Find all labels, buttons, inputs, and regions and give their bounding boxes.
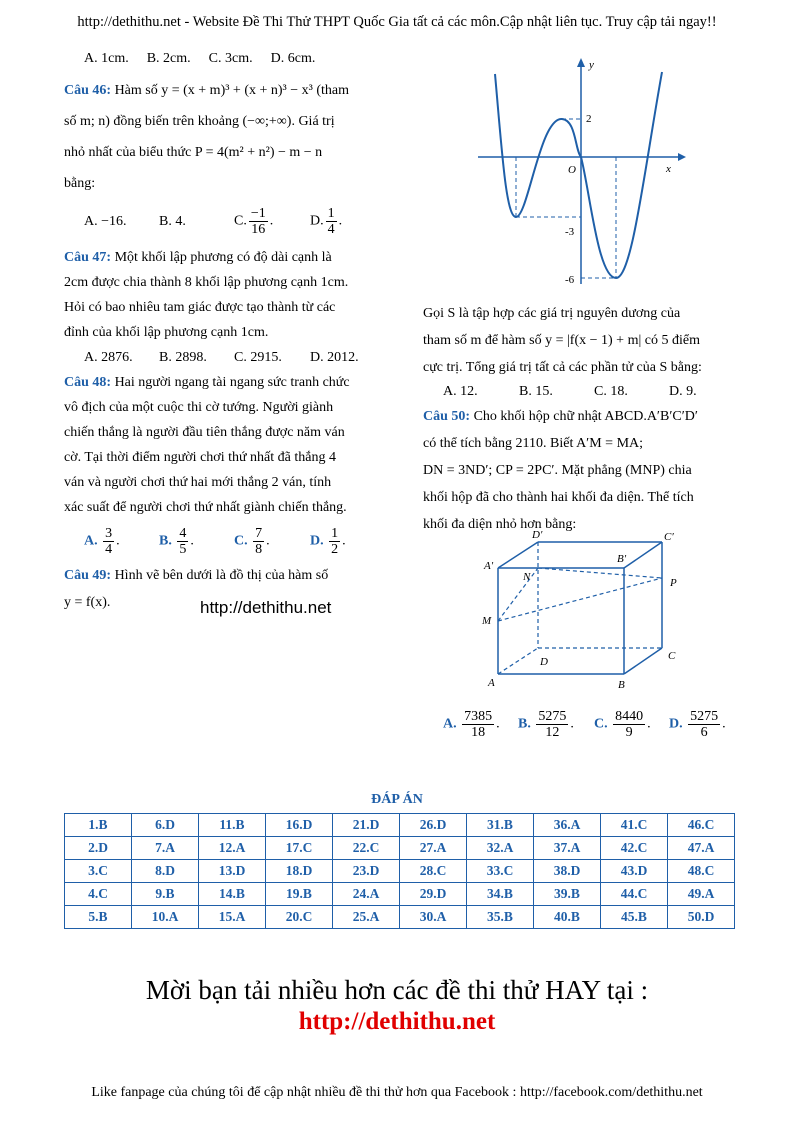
cuboid-figure (478, 528, 698, 698)
q50-options (443, 704, 726, 744)
answer-cell: 22.C (333, 837, 400, 860)
answer-cell: 14.B (199, 883, 266, 906)
q48-option-d[interactable]: D. $\frac{1}{2}$ . (310, 525, 346, 557)
middle-url[interactable]: http://dethithu.net (200, 598, 332, 617)
question-48 (64, 370, 389, 520)
answer-cell: 50.D (668, 906, 735, 929)
answer-cell: 28.C (400, 860, 467, 883)
q50-line: DN = 3ND′; CP = 2PC′. Mặt phẳng (MNP) chia (423, 463, 692, 478)
answer-cell: 43.D (601, 860, 668, 883)
q49-option-b[interactable]: B. 15. (519, 384, 553, 399)
answer-cell: 38.D (534, 860, 601, 883)
denominator: 4 (327, 221, 335, 237)
option-label: B. (159, 533, 172, 549)
answer-cell: 48.C (668, 860, 735, 883)
answer-cell: 15.A (199, 906, 266, 929)
y-axis-arrow (577, 58, 585, 67)
answer-cell: 3.C (65, 860, 132, 883)
answer-cell: 16.D (266, 814, 333, 837)
tick-label: 2 (586, 113, 592, 125)
q50-line: có thể tích bằng 2110. Biết A′M = MA; (423, 436, 644, 451)
vertex-label: A (488, 677, 495, 689)
q49-line: cực trị. Tổng giá trị tất cả các phần tử của S bằng: (423, 360, 702, 375)
fraction (536, 709, 568, 740)
answer-cell: 35.B (467, 906, 534, 929)
q46-option-b[interactable]: B. 4. (159, 213, 186, 229)
answer-cell: 30.A (400, 906, 467, 929)
q47-line: Một khối lập phương có độ dài cạnh là (114, 250, 332, 265)
numerator: 5275 (690, 708, 719, 724)
q46-line4: bằng: (64, 176, 96, 191)
q46-option-a[interactable]: A. −16. (84, 213, 127, 229)
q45-options (64, 46, 389, 71)
page-header: http://dethithu.net - Website Đề Thi Thử THPT Quốc Gia tất cả các môn.Cập nhật liên tục. Truy cập tải ngay!! (77, 14, 717, 30)
numerator: 1 (331, 525, 339, 541)
q50-line: khối đa diện nhỏ hơn bằng: (423, 517, 577, 532)
option-label: D. (310, 533, 324, 549)
fraction (688, 709, 720, 740)
answer-cell: 27.A (400, 837, 467, 860)
q46-title: Câu 46: (64, 83, 112, 98)
q48-line: vô địch của một cuộc thi cờ tướng. Người giành (64, 400, 334, 415)
right-column (423, 300, 748, 538)
q47-title: Câu 47: (64, 250, 112, 265)
fraction (177, 526, 188, 557)
q50-option-a[interactable]: A. $\frac{7385}{18}$ . (443, 708, 500, 740)
numerator: 7385 (464, 708, 493, 724)
q50-title: Câu 50: (423, 409, 471, 424)
curve (495, 72, 662, 278)
numerator: 3 (105, 525, 113, 541)
q47-line: đỉnh của khối lập phương cạnh 1cm. (64, 325, 269, 340)
answer-table (64, 813, 735, 929)
q48-line: chiến thắng là người đầu tiên thắng được năm ván (64, 425, 345, 440)
q46-option-c[interactable]: C. $\frac{-1}{16}$ . (234, 205, 274, 237)
q45-option-d[interactable]: D. 6cm. (270, 51, 316, 66)
q48-line: Hai người ngang tài ngang sức tranh chức (114, 375, 350, 390)
vertex-label: B (618, 679, 625, 691)
answer-row (65, 837, 735, 860)
q49-options (423, 381, 748, 403)
denominator: 4 (105, 541, 113, 557)
hidden-edge (498, 648, 538, 674)
fraction (462, 709, 494, 740)
q47-option-a[interactable]: A. 2876. (84, 350, 133, 365)
q47-line: Hỏi có bao nhiêu tam giác được tạo thành từ các (64, 300, 336, 315)
answer-cell: 4.C (65, 883, 132, 906)
denominator: 2 (331, 541, 339, 557)
q49-line1: Hình vẽ bên dưới là đồ thị của hàm số (114, 568, 329, 583)
answer-cell: 45.B (601, 906, 668, 929)
option-label: A. (443, 716, 457, 732)
q48-option-c[interactable]: C. $\frac{7}{8}$ . (234, 525, 270, 557)
answer-row (65, 860, 735, 883)
q49-title: Câu 49: (64, 568, 112, 583)
numerator: 1 (327, 205, 335, 221)
q46-option-d-fraction (326, 206, 337, 237)
q47-line: 2cm được chia thành 8 khối lập phương cạnh 1cm. (64, 275, 349, 290)
vertex-label: C (668, 650, 676, 662)
x-axis-arrow (678, 153, 686, 161)
promo-line1: Mời bạn tải nhiều hơn các đề thi thử HAY tại : (145, 975, 649, 1005)
denominator: 9 (625, 724, 633, 740)
answer-cell: 20.C (266, 906, 333, 929)
numerator: 8440 (615, 708, 644, 724)
answer-cell: 6.D (132, 814, 199, 837)
answer-cell: 7.A (132, 837, 199, 860)
answer-cell: 32.A (467, 837, 534, 860)
numerator: 4 (179, 525, 187, 541)
promo-link[interactable]: http://dethithu.net (298, 1008, 496, 1035)
denominator: 12 (545, 724, 560, 740)
q45-option-a[interactable]: A. 1cm. (84, 51, 129, 66)
fraction (103, 526, 114, 557)
q49-continued (423, 300, 748, 381)
section-line (538, 568, 662, 578)
q48-line: xác suất để người chơi thứ nhất giành chiến thắng. (64, 500, 347, 515)
q46-option-d-label: D. (310, 213, 324, 229)
section-line (498, 568, 538, 621)
x-label: x (666, 163, 671, 175)
answer-cell: 42.C (601, 837, 668, 860)
answer-cell: 39.B (534, 883, 601, 906)
option-label: B. (518, 716, 531, 732)
q49-line: Gọi S là tập hợp các giá trị nguyên dương của (423, 306, 681, 321)
q50-line: Cho khối hộp chữ nhật ABCD.A′B′C′D′ (473, 409, 698, 424)
q49-option-c[interactable]: C. 18. (594, 384, 628, 399)
answer-cell: 31.B (467, 814, 534, 837)
q48-option-b[interactable]: B. $\frac{4}{5}$ . (159, 525, 194, 557)
edge (624, 648, 662, 674)
option-label: C. (234, 533, 248, 549)
edge (498, 542, 538, 568)
q46-options (64, 203, 389, 239)
answer-cell: 10.A (132, 906, 199, 929)
answer-row (65, 814, 735, 837)
answer-cell: 18.D (266, 860, 333, 883)
tick-label: -3 (565, 226, 575, 238)
answer-cell: 8.D (132, 860, 199, 883)
q50-option-b[interactable]: B. $\frac{5275}{12}$ . (518, 708, 574, 740)
answer-cell: 26.D (400, 814, 467, 837)
q46-option-c-label: C. (234, 213, 247, 229)
q48-option-a[interactable]: A. $\frac{3}{4}$ . (84, 525, 120, 557)
answer-cell: 41.C (601, 814, 668, 837)
q47-option-c[interactable]: C. 2915. (234, 350, 282, 365)
answer-cell: 37.A (534, 837, 601, 860)
answer-cell: 36.A (534, 814, 601, 837)
answer-cell: 33.C (467, 860, 534, 883)
q45-option-b[interactable]: B. 2cm. (146, 51, 191, 66)
denominator: 6 (700, 724, 708, 740)
q46-line3: nhỏ nhất của biểu thức P = 4(m² + n²) − m − n (64, 145, 323, 160)
answer-cell: 24.A (333, 883, 400, 906)
question-50 (423, 403, 748, 538)
answer-cell: 1.B (65, 814, 132, 837)
numerator: 7 (255, 525, 263, 541)
q46-line1: Hàm số y = (x + m)³ + (x + n)³ − x³ (tham (114, 83, 349, 98)
answer-cell: 34.B (467, 883, 534, 906)
answer-cell: 21.D (333, 814, 400, 837)
q45-option-c[interactable]: C. 3cm. (208, 51, 253, 66)
answer-row (65, 906, 735, 929)
vertex-label: P (670, 577, 677, 589)
q49-option-d[interactable]: D. 9. (669, 384, 697, 399)
option-label: A. (84, 533, 98, 549)
answer-cell: 44.C (601, 883, 668, 906)
question-47 (64, 245, 389, 345)
answer-cell: 49.A (668, 883, 735, 906)
vertex-label: C′ (664, 531, 674, 543)
answers-title: ĐÁP ÁN (371, 792, 423, 807)
q49-line: tham số m để hàm số y = |f(x − 1) + m| có 5 điểm (423, 333, 700, 348)
denominator: 8 (255, 541, 263, 557)
answer-cell: 5.B (65, 906, 132, 929)
answer-cell: 11.B (199, 814, 266, 837)
q48-line: ván và người chơi thứ hai mới thắng 2 ván, tính (64, 475, 332, 490)
vertex-label: B′ (617, 553, 627, 565)
denominator: 18 (471, 724, 486, 740)
page-footer: Like fanpage của chúng tôi để cập nhật nhiều đề thi thử hơn qua Facebook : http://facebook.com/dethithu.net (91, 1085, 703, 1100)
answer-cell: 9.B (132, 883, 199, 906)
answer-cell: 13.D (199, 860, 266, 883)
tick-label: -6 (565, 274, 575, 286)
answer-cell: 2.D (65, 837, 132, 860)
vertex-label: M (482, 615, 492, 627)
vertex-label: D′ (532, 529, 543, 541)
answer-cell: 17.C (266, 837, 333, 860)
fraction (253, 526, 264, 557)
section-line (498, 578, 662, 621)
q46-option-c-fraction (249, 206, 268, 237)
function-graph (470, 52, 694, 292)
answer-cell: 12.A (199, 837, 266, 860)
denominator: 16 (251, 221, 266, 237)
q49-option-a[interactable]: A. 12. (443, 384, 478, 399)
numerator: −1 (250, 205, 266, 221)
numerator: 5275 (538, 708, 567, 724)
answer-cell: 40.B (534, 906, 601, 929)
y-label: y (589, 59, 594, 71)
q48-options (64, 520, 389, 562)
vertex-label: N (523, 571, 531, 583)
left-column (64, 46, 389, 616)
q47-option-b[interactable]: B. 2898. (159, 350, 207, 365)
answer-row (65, 883, 735, 906)
origin-label: O (568, 164, 576, 176)
answer-cell: 29.D (400, 883, 467, 906)
answer-cell: 23.D (333, 860, 400, 883)
fraction (613, 709, 645, 740)
answer-cell: 46.C (668, 814, 735, 837)
fraction (329, 526, 340, 557)
answer-cell: 19.B (266, 883, 333, 906)
option-label: D. (669, 716, 683, 732)
option-label: C. (594, 716, 608, 732)
q49-line2: y = f(x). (64, 595, 111, 610)
q46-option-d[interactable]: D. $\frac{1}{4}$ . (310, 205, 343, 237)
answer-cell: 25.A (333, 906, 400, 929)
vertex-label: D (540, 656, 548, 668)
answer-cell: 47.A (668, 837, 735, 860)
q50-option-c[interactable]: C. $\frac{8440}{9}$ . (594, 708, 651, 740)
denominator: 5 (179, 541, 187, 557)
vertex-label: A′ (484, 560, 494, 572)
q48-line: cờ. Tại thời điểm người chơi thứ nhất đã thắng 4 (64, 450, 336, 465)
q50-option-d[interactable]: D. $\frac{5275}{6}$ . (669, 708, 726, 740)
q50-line: khối hộp đã cho thành hai khối đa diện. Thể tích (423, 490, 694, 505)
q47-option-d[interactable]: D. 2012. (310, 350, 359, 365)
q47-options (64, 345, 389, 370)
q46-line2: số m; n) đồng biến trên khoảng (−∞;+∞). Giá trị (64, 114, 335, 129)
q48-title: Câu 48: (64, 375, 112, 390)
question-46 (64, 75, 389, 199)
edge (624, 542, 662, 568)
